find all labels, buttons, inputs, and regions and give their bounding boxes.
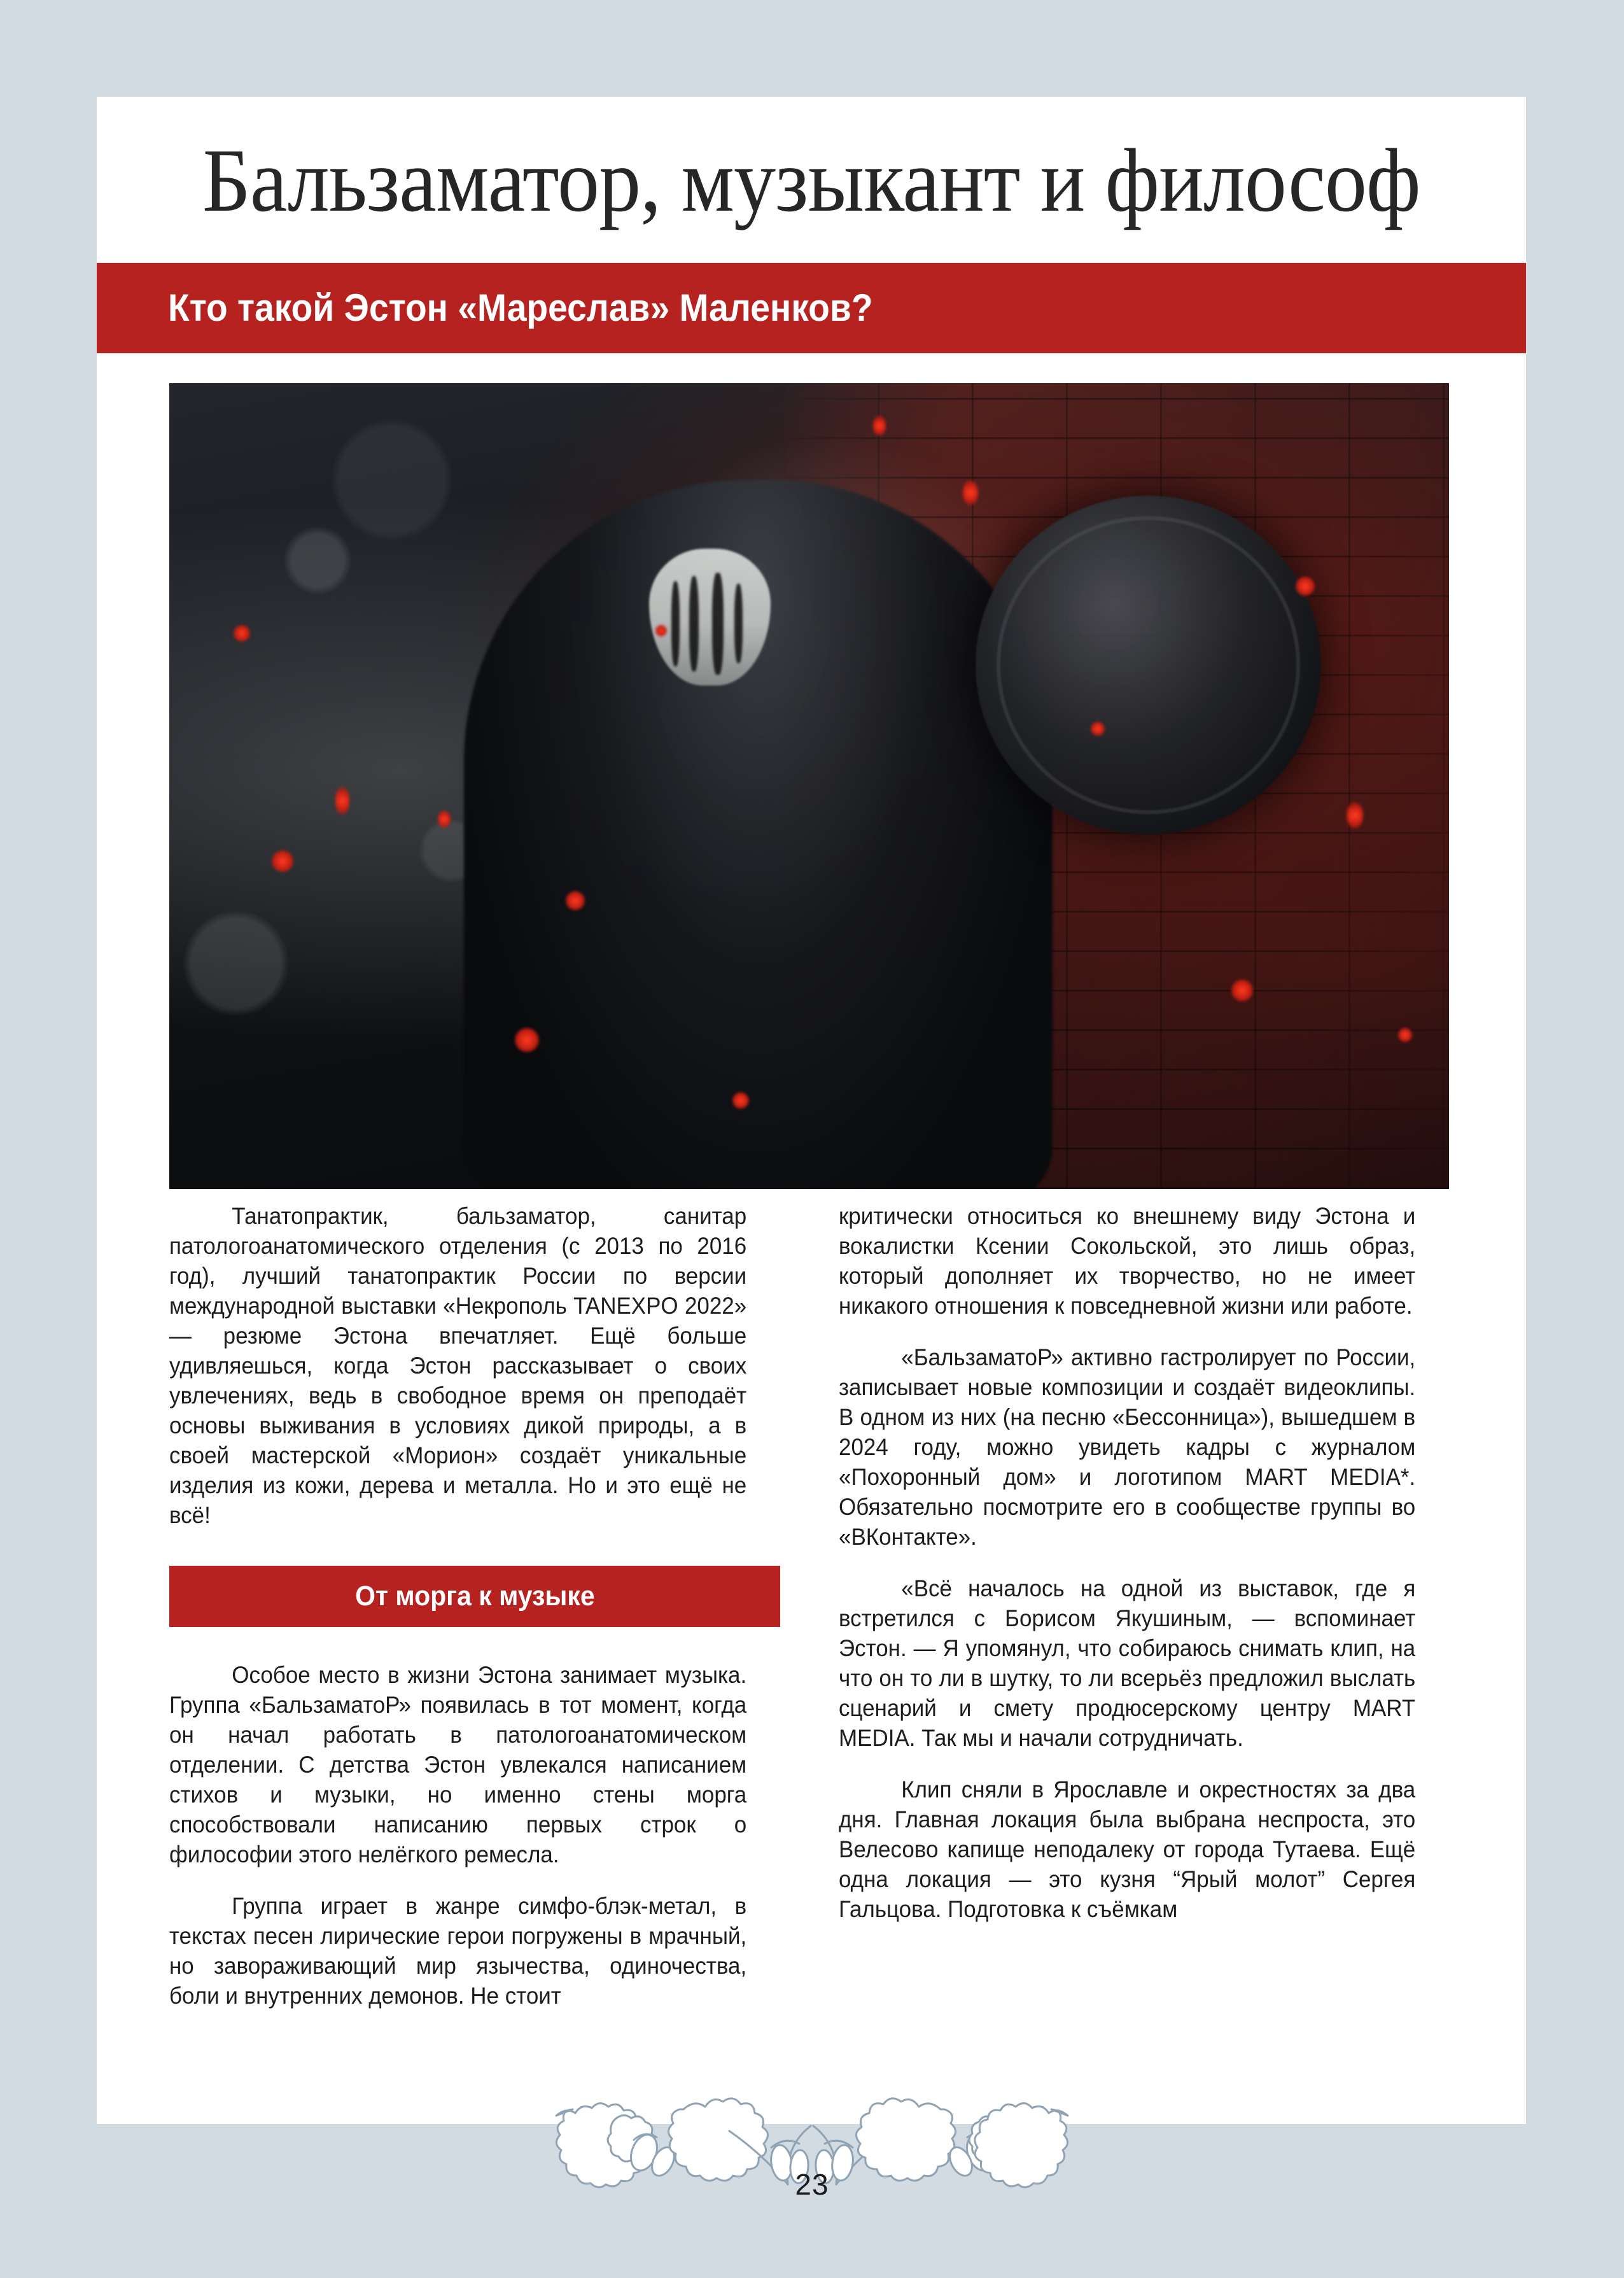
photo-drum-rim bbox=[997, 516, 1301, 814]
paragraph: Группа играет в жанре симфо-блэк-метал, в текстах песен лирические герои погружены в мрачный, но завораживающий мир язычества, одиночества, боли и внутренних демонов. Не стоит bbox=[169, 1893, 747, 2009]
photo-figure-face bbox=[649, 549, 771, 686]
page-number: 23 bbox=[795, 2168, 829, 2201]
paragraph: критически относиться ко внешнему виду Эстона и вокалистки Ксении Сокольской, это лишь образ, который дополняет их творчество, но не имеет никакого отношения к повседневной жизни или работе. bbox=[839, 1203, 1416, 1319]
paragraph: Особое место в жизни Эстона занимает музыка. Группа «БальзаматоР» появилась в тот момент, когда он начал работать в патологоанатомическом отделении. С детства Эстон увлекался написанием стихов и музыки, но именно стены морга способствовали написанию первых строк о философии этого нелёгкого ремесла. bbox=[169, 1662, 747, 1867]
photo-frame-drum bbox=[976, 496, 1321, 834]
kicker-bar bbox=[97, 263, 1526, 353]
column-right bbox=[839, 1201, 1449, 2032]
paragraph: Танатопрактик, бальзаматор, санитар патологоанатомического отделения (с 2013 по 2016 год), лучший танатопрактик России по версии международной выставки «Некрополь TANEXPO 2022» — резюме Эстона впечатляет. Ещё больше удивляешься, когда Эстон рассказывает о своих увлечениях, ведь в свободное время он преподаёт основы выживания в условиях дикой природы, а в своей мастерской «Морион» создаёт уникальные изделия из кожи, дерева и металла. Но и это ещё не всё! bbox=[169, 1203, 747, 1528]
section-subhead bbox=[169, 1566, 780, 1627]
article-columns bbox=[169, 1201, 1449, 2032]
column-left bbox=[169, 1201, 780, 2032]
paragraph: Клип сняли в Ярославле и окрестностях за два дня. Главная локация была выбрана неспроста, это Велесово капище неподалеку от города Тутаева. Ещё одна локация — это кузня “Ярый молот” Сергея Гальцова. Подготовка к съёмкам bbox=[839, 1776, 1416, 1922]
page-title bbox=[97, 97, 1526, 263]
kicker-text: Кто такой Эстон «Мареслав» Маленков? bbox=[168, 286, 873, 329]
page-title-text: Бальзаматор, музыкант и философ bbox=[202, 129, 1420, 230]
section-subhead-text: От морга к музыке bbox=[354, 1580, 595, 1612]
article-photo bbox=[169, 383, 1449, 1189]
magazine-page bbox=[97, 97, 1526, 2124]
paragraph: «Всё началось на одной из выставок, где я встретился с Борисом Якушиным, — вспоминает Эстон. — Я упомянул, что собираюсь снимать клип, на что он то ли в шутку, то ли всерьёз предложил выслать сценарий и смету продюсерскому центру MART MEDIA. Так мы и начали сотрудничать. bbox=[839, 1575, 1416, 1751]
paragraph: «БальзаматоР» активно гастролирует по России, записывает новые композиции и создаёт видеоклипы. В одном из них (на песню «Бессонница»), вышедшем в 2024 году, можно увидеть кадры с журналом «Похоронный дом» и логотипом MART MEDIA*. Обязательно посмотрите его в сообществе группы во «ВКонтакте». bbox=[839, 1344, 1416, 1550]
